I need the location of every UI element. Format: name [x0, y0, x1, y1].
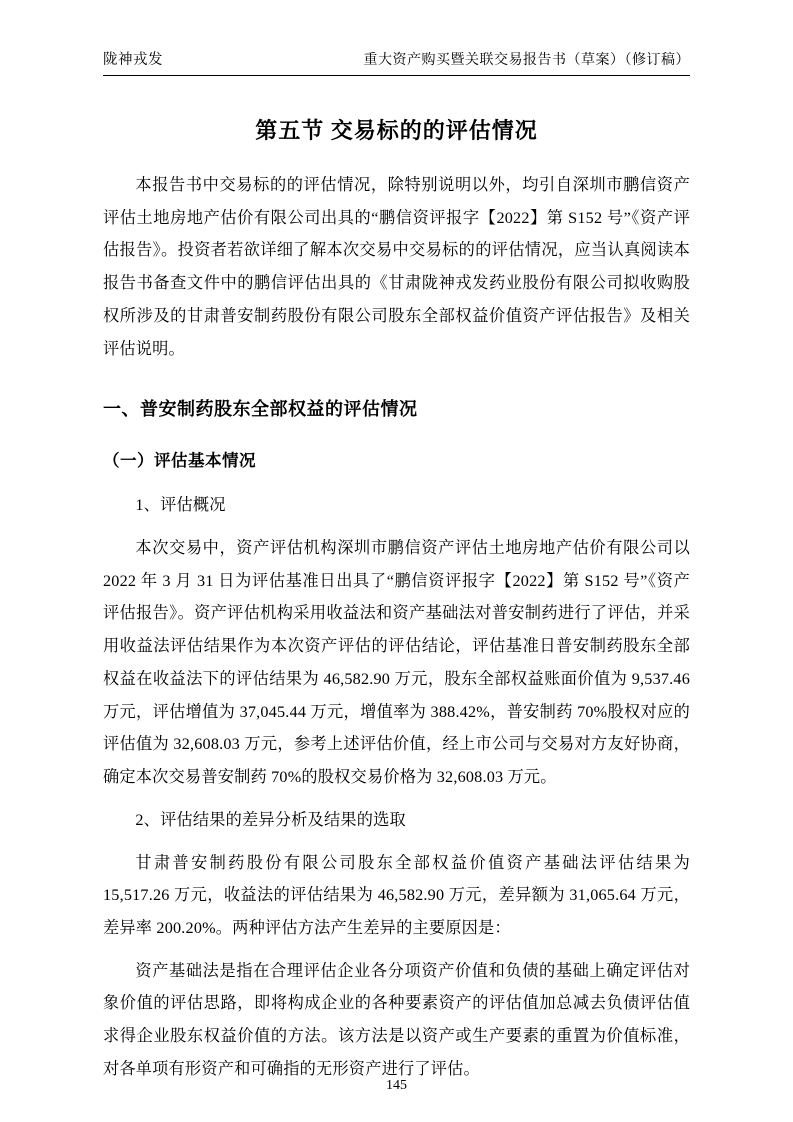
header-divider — [103, 75, 690, 76]
heading-level-2: （一）评估基本情况 — [103, 451, 256, 471]
page-header — [103, 48, 690, 75]
body-paragraph-3: 资产基础法是指在合理评估企业各分项资产价值和负债的基础上确定评估对象价值的评估思路，即将构成企业的各种要素资产的评估值加总减去负债评估值求得企业股东权益价值的方法。该方法是以资产或生产要素的重置为价值标准，对各单项有形资产和可确指的无形资产进行了评估。 — [103, 961, 690, 1078]
page-number: 145 — [386, 1078, 407, 1093]
header-company-name: 陇神戎发 — [103, 52, 163, 68]
body-paragraph-1: 本次交易中，资产评估机构深圳市鹏信资产评估土地房地产估价有限公司以 2022 年 3 月 31 日为评估基准日出具了“鹏信资评报字【2022】第 S152 号”《资产评估报告》。资产评估机构采用收益法和资产基础法对普安制药进行了评估，并采用收益法评估结果作为本次资产评估的评估结论，评估基准日普安制药股东全部权益在收益法下的评估结果为 46,582.90 万元，股东全部权益账面价值为 9,537.46 万元，评估增值为 37,045.44 万元，增值率为 388.42%，普安制药 70%股权对应的评估值为 32,608.03 万元，参考上述评估价值，经上市公司与交易对方友好协商，确定本次交易普安制药 70%的股权交易价格为 32,608.03 万元。 — [103, 539, 690, 787]
body-paragraph-2: 甘肃普安制药股份有限公司股东全部权益价值资产基础法评估结果为 15,517.26 万元，收益法的评估结果为 46,582.90 万元，差异额为 31,065.64 万元，差异率 200.20%。两种评估方法产生差异的主要原因是： — [103, 853, 690, 937]
numbered-item-1: 1、评估概况 — [135, 496, 226, 515]
intro-paragraph: 本报告书中交易标的的评估情况，除特别说明以外，均引自深圳市鹏信资产评估土地房地产估价有限公司出具的“鹏信资评报字【2022】第 S152 号”《资产评估报告》。投资者若欲详细了解本次交易中交易标的的评估情况，应当认真阅读本报告书备查文件中的鹏信评估出具的《甘肃陇神戎发药业股份有限公司拟收购股权所涉及的甘肃普安制药股份有限公司股东全部权益价值资产评估报告》及相关评估说明。 — [103, 176, 690, 358]
numbered-item-2: 2、评估结果的差异分析及结果的选取 — [135, 810, 406, 829]
header-document-title: 重大资产购买暨关联交易报告书（草案）（修订稿） — [363, 53, 690, 68]
heading-level-1: 一、普安制药股东全部权益的评估情况 — [103, 399, 418, 420]
page-content — [103, 48, 690, 1082]
page-title: 第五节 交易标的的评估情况 — [255, 118, 538, 143]
